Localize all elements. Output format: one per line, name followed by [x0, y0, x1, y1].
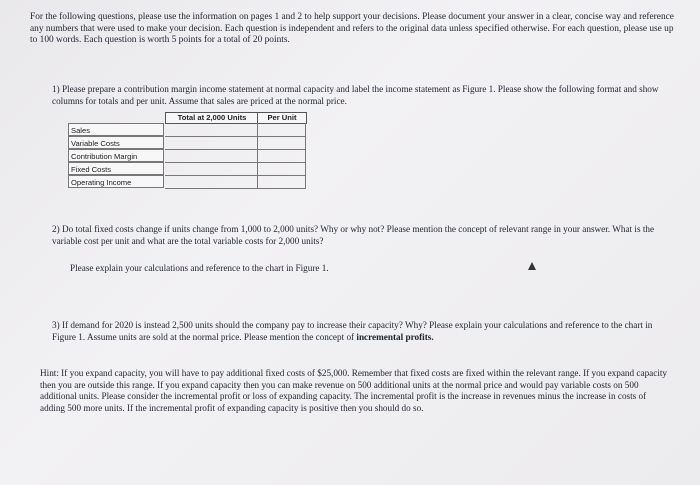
question-2: 2) Do total fixed costs change if units change from 1,000 to 2,000 units? Why or why not? Please mention the concept of relevant range in your answer. What is the variable cost per unit and what are the total variable costs for 2,000 units? [52, 224, 655, 246]
mouse-cursor-icon [528, 262, 536, 270]
row-label-sales: Sales [68, 123, 164, 136]
row-label-operating-income: Operating Income [68, 175, 164, 188]
question-3 [52, 320, 672, 343]
instructions-paragraph: For the following questions, please use the information on pages 1 and 2 to help support your decisions. Please document your answer in a clear, concise way and reference any numbers that were used to make your decision. Each question is independent and refers to the original data unless specified otherwise. For each question, please use up to 100 words. Each question is worth 5 points for a total of 20 points. [30, 12, 674, 46]
table-cell [257, 175, 306, 189]
row-label-fixed-costs: Fixed Costs [68, 162, 164, 175]
question-3-text: 3) If demand for 2020 is instead 2,500 units should the company pay to increase their capacity? Why? Please explain your calculations and reference to the chart in Figure 1. Assume units are sold at the normal price. Please mention the concept of [52, 320, 653, 342]
column-header-per-unit: Per Unit [257, 112, 307, 124]
question-1: 1) Please prepare a contribution margin income statement at normal capacity and label the income statement as Figure 1. Please show the following format and show columns for totals and per unit. Assume that sales are priced at the normal price. [52, 84, 659, 106]
table-cell [257, 149, 306, 163]
question-2-followup: Please explain your calculations and reference to the chart in Figure 1. [70, 263, 329, 273]
column-header-total: Total at 2,000 Units [165, 112, 259, 124]
table-cell [257, 162, 306, 176]
row-label-variable-costs: Variable Costs [68, 136, 164, 149]
table-cell [257, 123, 306, 137]
table-cell [165, 136, 258, 150]
row-label-contribution-margin: Contribution Margin [68, 149, 164, 162]
hint-paragraph: Hint: If you expand capacity, you will have to pay additional fixed costs of $25,000. Remember that fixed costs are fixed within the relevant range. If you expand capacity then you are outside this range. If you expand capacity then you can make revenue on 500 additional units at the normal price and would pay variable costs on 500 additional units. Please consider the incremental profit or loss of expanding capacity. The incremental profit is the increase in revenues minus the increase in costs of adding 500 more units. If the incremental profit of expanding capacity is positive then you should do so. [40, 368, 668, 413]
table-cell [165, 175, 258, 189]
table-cell [165, 149, 258, 163]
table-cell [165, 162, 258, 176]
table-cell [257, 136, 306, 150]
question-3-emphasis: incremental profits. [356, 331, 434, 342]
table-cell [165, 123, 258, 137]
